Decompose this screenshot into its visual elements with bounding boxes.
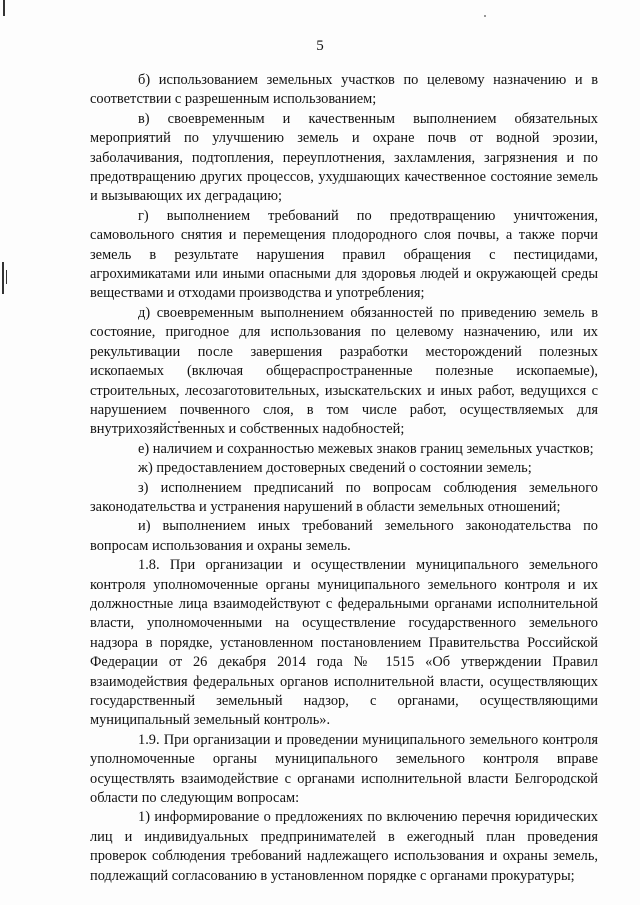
paragraph-item-i: и) выполнением иных требований земельного законодательства по вопросам использования и охраны земель.: [90, 518, 598, 554]
paragraph-item-z: з) исполнением предписаний по вопросам соблюдения земельного законодательства и устранения нарушений в области земельных отношений;: [90, 479, 598, 515]
page-number: 5: [316, 38, 324, 54]
document-body: [90, 71, 598, 886]
paragraph-item-d: д) своевременным выполнением обязанностей по приведению земель в состояние, пригодное для использования по целевому назначению, или их рекультивации после завершения разработки месторождений полезных ископаемых (включая общераспространенные полезные ископаемые), строительных, лесозаготовительных, изыскательских и иных работ, ведущихся с нарушением почвенного слоя, в том числе работ, осуществляемых для внутрихозяйственных и собственных надобностей;: [90, 304, 598, 438]
paragraph-section-1-9: 1.9. При организации и проведении муниципального земельного контроля уполномоченные органы муниципального земельного контроля вправе осуществлять взаимодействие с органами исполнительной власти Белгородской области по следующим вопросам:: [90, 731, 598, 807]
paragraph-item-g: г) выполнением требований по предотвращению уничтожения, самовольного снятия и перемещения плодородного слоя почвы, а также порчи земель в результате нарушения правил обращения с пестицидами, агрохимикатами или иными опасными для здоровья людей и окружающей среды веществами и отходами производства и употребления;: [90, 207, 598, 302]
scan-edge-mark: [6, 270, 7, 284]
paragraph-item-zh: ж) предоставлением достоверных сведений о состоянии земель;: [138, 460, 532, 477]
paragraph-item-1: 1) информирование о предложениях по включению перечня юридических лиц и индивидуальных предпринимателей в ежегодный план проведения проверок соблюдения требований надлежащего использования и охраны земель, подлежащий согласованию в установленном порядке с органами прокуратуры;: [90, 809, 598, 884]
scan-speck: [484, 15, 486, 17]
paragraph-item-v: в) своевременным и качественным выполнением обязательных мероприятий по улучшению земель и охране почв от водной эрозии, заболачивания, подтопления, переуплотнения, захламления, загрязнения и по предотвращению других процессов, ухудшающих качественное состояние земель и вызывающих их деградацию;: [90, 110, 598, 205]
scan-edge-mark: [2, 262, 4, 294]
paragraph-item-e: е) наличием и сохранностью межевых знаков границ земельных участков;: [138, 440, 594, 457]
scan-edge-mark: [3, 0, 5, 16]
paragraph-section-1-8: 1.8. При организации и осуществлении муниципального земельного контроля уполномоченные органы муниципального земельного контроля и их должностные лица взаимодействуют с федеральными органами исполнительной власти, уполномоченными на осуществление государственного земельного надзора в порядке, установленном постановлением Правительства Российской Федерации от 26 декабря 2014 года № 1515 «Об утверждении Правил взаимодействия федеральных органов исполнительной власти, осуществляющих государственный земельный надзор, с органами, осуществляющими муниципальный земельный контроль».: [90, 557, 598, 729]
paragraph-item-b: б) использованием земельных участков по целевому назначению и в соответствии с разрешенным использованием;: [90, 72, 598, 108]
